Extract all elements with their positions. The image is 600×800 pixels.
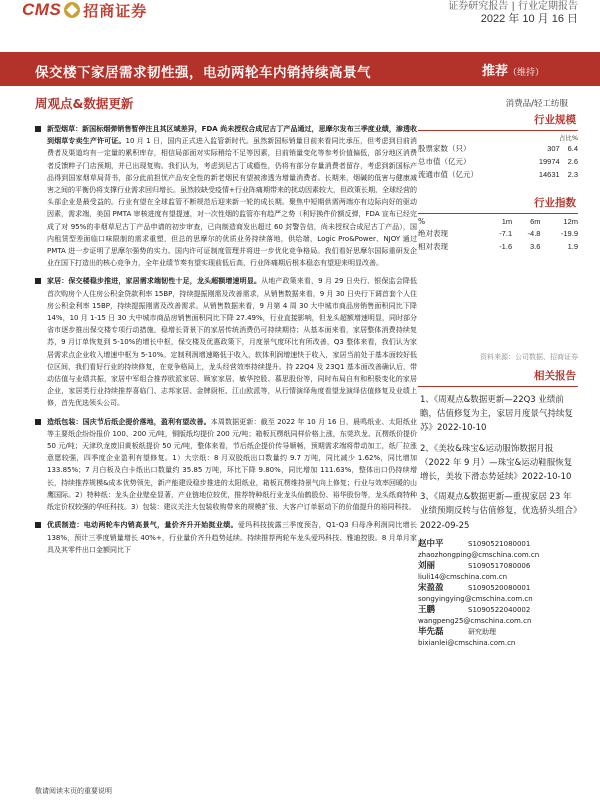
logo-seal-icon bbox=[64, 2, 80, 18]
logo-text-cn: 招商证券 bbox=[83, 1, 148, 20]
paragraph-heading: 家居：保交楼稳步推进，家居需求端韧性十足，龙头超额增速明显。 bbox=[47, 277, 262, 286]
main-body bbox=[35, 123, 417, 789]
paragraph-home bbox=[35, 275, 417, 409]
scale-table bbox=[418, 142, 578, 181]
cell-pct: 2.6 bbox=[567, 157, 578, 166]
data-source: 资料来源：公司数据、招商证券 bbox=[480, 353, 578, 361]
sector-label: 消费品/轻工纺服 bbox=[505, 99, 568, 109]
analyst-name: 宋盈盈 bbox=[418, 582, 444, 593]
paragraph-paper bbox=[35, 416, 417, 514]
table-header-row bbox=[418, 216, 578, 227]
col-header: % bbox=[418, 217, 426, 226]
analyst-email[interactable]: songyingying@cmschina.com.cn bbox=[418, 594, 533, 603]
report-date: 2022 年 10 月 16 日 bbox=[480, 13, 578, 25]
paragraph-tobacco bbox=[35, 123, 417, 269]
related-heading: 相关报告 bbox=[418, 366, 578, 387]
sidebar bbox=[418, 110, 578, 649]
analyst bbox=[418, 583, 578, 605]
rating bbox=[482, 60, 544, 79]
trend-chart-area bbox=[418, 253, 578, 348]
cell-value: 307 bbox=[547, 144, 560, 153]
analyst-code: S1090520080001 bbox=[468, 583, 531, 592]
col-header: 12m bbox=[563, 217, 578, 226]
analyst-email[interactable]: bixianlei@cmschina.com.cn bbox=[418, 638, 516, 647]
scale-unit: 占比% bbox=[558, 134, 578, 142]
cms-logo bbox=[22, 0, 147, 20]
cell-value: -19.9 bbox=[560, 229, 578, 238]
analyst-name: 王鹏 bbox=[418, 604, 436, 615]
cell-pct: 6.4 bbox=[567, 144, 578, 153]
cell-value: -4.8 bbox=[527, 229, 541, 238]
trend-table bbox=[418, 216, 578, 253]
analyst bbox=[418, 561, 578, 583]
cell-label: 总市值（亿元） bbox=[418, 157, 471, 166]
paragraph-heading: 造纸包装：国庆节后纸企提价落地，盈利有望改善。 bbox=[47, 417, 211, 426]
paragraph-text: 本周数据更新：截至 2022 年 10 月 16 日，晨鸣纸业、太阳纸业等主要纸企纷纷报价 100、200 元/吨，铜版纸均提价 200 元/吨；箱板瓦楞纸同样价格上涨，东莞玖龙、瓦楞纸价提价 50 元/吨；天津玖龙废旧黄板纸提价 50 元/吨，整体来看，节后纸企提价传导顺畅，预期需求端将带动加工，纸厂拉涨意愿较强，四季度企业盈利有望修复。1）大宗纸：8 月双胶纸出口数量约 9.7 万吨，同比减少 1.62%，同比增加 133.85%；7 月白板及白卡纸出口数量约 35.85 万吨，环比下降 9.80%，同比增加 111.63%，整体出口仍持续增长，持续推荐规模&成本优势领先，新产能建设稳步推进的太阳纸业，箱板瓦楞维持景气向上修复；行业与效率回暖的山鹰国际。2）特种纸：龙头企业壁垒显著，产业链地位较优，推荐特种纸行业龙头仙鹤股份、裕华股份等，龙头纸商特种纸定价权较强的华旺科技。3）包装：建议关注大包装收购带来的规模扩张、大客户订单驱动下的价值提升的裕同科技。 bbox=[47, 417, 417, 512]
rating-note: （维持） bbox=[507, 68, 544, 78]
cell-value: -7.1 bbox=[499, 229, 513, 238]
col-header: 1m bbox=[501, 217, 513, 226]
report-type: 证券研究报告 | 行业定期报告 bbox=[448, 1, 578, 12]
logo-text-en: CMS bbox=[22, 0, 62, 19]
analyst-name: 刘丽 bbox=[418, 560, 436, 571]
cell-label: 股票家数（只） bbox=[418, 144, 471, 153]
page-header bbox=[0, 0, 600, 30]
analyst-name: 毕先磊 bbox=[418, 626, 444, 637]
paragraph-text: 从地产政策来看，9 月 29 日央行、银保监会降低首次购房个人住房公积金贷款利率 15BP，持续提振刚需及改善需求，从销售数据来看，9 月 30 日央行下调首套个人住房公积金利率 15BP，持续提振刚需及改善需求。从销售数据来看，9 月第 4 周 30 大中城市商品房销售面积同比下降 14%，10 月 1-15 日 30 大中城市商品房销售面积同比下降 27.49%，行业直接影响，但龙头超额增速明显，同时部分省市逐步推出保交楼专项行动措施，稳增长背景下的家居传统消费仍可持续期待；从基本面来看，家居整体消费持续复苏，9 月订单恢复到 5-10%的增长中枢，保交楼及优惠政策下，月度景气度环比有所改善，Q3 整体来看，我们认为家居需求点企业收入增速中枢为 5-10%。定制利润增速略低于收入，软体利润增速快于收入，家居当前处于基本面较好低位区间，我们看好行业的持续修复，在竞争格局上，龙头经营效率持续提升。持 22Q4 及 23Q1 基本面改善确认后，带动估值与业绩共振，家居中军组合推荐欧派家居、顾家家居、敏华控股、慕思股份等，同时布局自有和积极变化的家居企业，家居类行业持续推荐喜临门、志邦家居、金牌厨柜、江山欧派等，从行情演绎角度看望龙演绎估值修复及业绩上修，首先优选领头公司。 bbox=[47, 277, 417, 408]
related-report-link[interactable]: 3、《周观点&数据更新—重视家居 23 年业绩预期反转与估值修复，优选骄头组合》2022-09-25 bbox=[420, 492, 578, 531]
table-row bbox=[418, 168, 578, 181]
subtitle: 周观点&数据更新 bbox=[35, 96, 134, 111]
report-title: 保交楼下家居需求韧性强，电动两轮车内销持续高景气 bbox=[35, 65, 371, 81]
related-list bbox=[418, 393, 578, 533]
analyst-code: S1090521080001 bbox=[468, 539, 531, 548]
table-row bbox=[418, 155, 578, 168]
table-row bbox=[418, 240, 578, 253]
analyst-code: S1090517080006 bbox=[468, 561, 531, 570]
analyst-code: 研究助理 bbox=[468, 627, 496, 636]
analyst-list bbox=[418, 539, 578, 649]
cell-value: -1.6 bbox=[499, 242, 513, 251]
scale-heading: 行业规模 bbox=[418, 110, 578, 131]
rating-label: 推荐 bbox=[481, 64, 508, 79]
table-row bbox=[418, 142, 578, 155]
cell-value: 14631 bbox=[538, 170, 560, 179]
trend-heading: 行业指数 bbox=[418, 193, 578, 214]
related-report-link[interactable]: 1、《周观点&数据更新—22Q3 业绩前瞻，估值修复为主，家居月度景气持续复苏》2022-10-10 bbox=[420, 395, 574, 434]
cell-label: 流通市值（亿元） bbox=[418, 170, 478, 179]
analyst bbox=[418, 627, 578, 649]
cell-label: 相对表现 bbox=[418, 242, 448, 251]
analyst-email[interactable]: zhaozhongping@cmschina.com.cn bbox=[418, 550, 540, 559]
paragraph-text: 爱玛科技披露三季度预告，Q1-Q3 归母净利润同比增长 138%，预计三季度销量增长 40%+，行业量价齐升趋势延续。持续推荐两轮车龙头爱玛科技、雅迪控股。8 月单月家具及其零件出口金额同比下 bbox=[47, 521, 417, 554]
paragraph-manufacturing bbox=[35, 519, 417, 556]
analyst-email[interactable]: wangpeng25@cmschina.com.cn bbox=[418, 616, 532, 625]
related-report-link[interactable]: 2、《美妆&珠宝&运动服饰数据月报（2022 年 9 月）—珠宝&运动鞋服恢复增长，美妆下滑态势延续》2022-10-10 bbox=[420, 443, 573, 483]
title-banner bbox=[0, 52, 600, 86]
analyst-email[interactable]: liuli14@cmschina.com.cn bbox=[418, 572, 508, 581]
analyst bbox=[418, 605, 578, 627]
cell-label: 绝对表现 bbox=[418, 229, 448, 238]
table-row bbox=[418, 227, 578, 240]
cell-value: 1.9 bbox=[567, 242, 578, 251]
paragraph-heading: 新型烟草：新国标烟弹销售暂停注且其区域差异，FDA 尚未授权合成尼古丁产品通过，思摩尔发布三季度业绩，渗透收到烟草专卖生产许可证。 bbox=[47, 125, 417, 146]
analyst-code: S1090522040002 bbox=[468, 605, 531, 614]
col-header: 6m bbox=[530, 217, 541, 226]
analyst bbox=[418, 539, 578, 561]
cell-value: 3.6 bbox=[530, 242, 541, 251]
analyst-name: 赵中平 bbox=[418, 538, 444, 549]
cell-value: 19974 bbox=[538, 157, 560, 166]
footer-note: 敬请阅读末页的重要说明 bbox=[35, 787, 112, 795]
paragraph-text: 10 月 1 日，国内正式进入监管新时代。虽然新国标销量目前来看同比承压，但考虑到目前消费者及渠道均有一定量的累积库存，相信局部面对实际稍给不足等因素，目前销量变化等参考价值偏低，部分地区消费者反馈粹子门店预期，并已出现复购。我们认为，考虑到尼古丁成瘾性，仍将有部分存量消费者留存，考虑到新国标产品得到国家烟草局背书，部分此前担忧产品安全性的新老烟民有望被渗透为增量消费者。长期来，烟碱的低害与健康减害之间的平衡仍将支撑行业需求回归增长。虽然较缺受疫情+行业阵痛期带来的扰动因素较大，但政策长期，全球经营的头部企业是最受益的。行业有望在全球监管不断规范后迎来新一轮的成长期。聚焦中短期供需两端亦有边际向好的驱动因素，需求端，美国 PMTA 审核进度有望提速，对一次性烟的监管亦有趋严之势（利好换件价额反弹，FDA 宣布已经完成了对 95%的非烟草尼古丁产品申请的初步审查，已向制造商发出超过 60 封警告信，尚未授权合成尼古丁产品），国内租赁型差面临口味限制的需求重塑，但总的思摩尔的优质业务持续落地，供给端，Logic Pro&Power、NJOY 通过 PMTA 进一步证明了思摩尔强势的实力。国内许可证制度管理并将进一步优化竞争格局。我们看好思摩尔国际重研发企业在国下打造出的核心竞争力，全年业绩节奏有望实现前低后高，行业阵痛期后根本稳态有望迎来明显改善。 bbox=[47, 137, 417, 268]
paragraph-heading: 优质制造：电动两轮车内销高景气，量价齐升开始挺业绩。 bbox=[47, 521, 238, 530]
cell-pct: 2.3 bbox=[567, 170, 578, 179]
